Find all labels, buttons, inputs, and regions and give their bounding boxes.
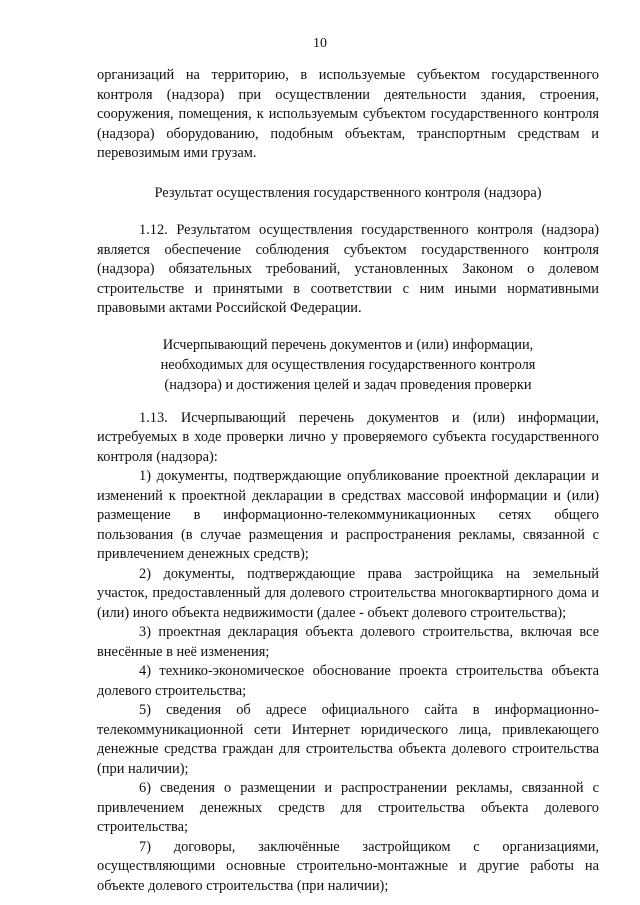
list-item: 7) договоры, заключённые застройщиком с организациями, осуществляющими основные строительно-монтажные и другие работы на объекте долевого строительства (при наличии); bbox=[97, 838, 599, 894]
heading-line: Исчерпывающий перечень документов и (или) информации, bbox=[162, 336, 534, 353]
list-item: 3) проектная декларация объекта долевого строительства, включая все внесённые в неё изменения; bbox=[97, 624, 599, 660]
page-number: 10 bbox=[313, 36, 327, 51]
paragraph-1-12: 1.12. Результатом осуществления государственного контроля (надзора) является обеспечение соблюдения субъектом государственного контроля (надзора) обязательных требований, установленных Законом о долевом строительстве и принятыми в соответствии с ним иными нормативными правовыми актами Российской Федерации. bbox=[97, 222, 599, 316]
section-heading-result: Результат осуществления государственного контроля (надзора) bbox=[154, 184, 542, 201]
list-item: 2) документы, подтверждающие права застройщика на земельный участок, предоставленный для долевого строительства многоквартирного дома и (или) иного объекта недвижимости (далее - объект долевого строительства); bbox=[97, 565, 599, 621]
heading-line: (надзора) и достижения целей и задач проведения проверки bbox=[164, 376, 532, 393]
page-content bbox=[97, 66, 599, 896]
list-item: 1) документы, подтверждающие опубликование проектной декларации и изменений к проектной декларации в средствах массовой информации и (или) размещение в информационно-телекоммуникационных сетях общего пользования (в случае размещения и распространения рекламы, связанной с привлечением денежных средств); bbox=[97, 468, 599, 562]
heading-line: необходимых для осуществления государственного контроля bbox=[160, 356, 536, 373]
list-item: 6) сведения о размещении и распространении рекламы, связанной с привлечением денежных средств для строительства объекта долевого строительства; bbox=[97, 780, 599, 835]
section-heading-documents bbox=[97, 335, 599, 395]
paragraph-1-13: 1.13. Исчерпывающий перечень документов и (или) информации, истребуемых в ходе проверки лично у проверяемого субъекта государственного контроля (надзора): bbox=[97, 409, 599, 465]
intro-paragraph: организаций на территорию, в используемые субъектом государственного контроля (надзора) при осуществлении деятельности здания, строения, сооружения, помещения, к используемым субъектом государственного контроля (надзора) оборудованию, подобным объектам, транспортным средствам и перевозимым ими грузам. bbox=[97, 67, 599, 161]
list-item: 5) сведения об адресе официального сайта в информационно-телекоммуникационной сети Интернет юридического лица, привлекающего денежные средства граждан для строительства объекта долевого строительства (при наличии); bbox=[97, 702, 599, 777]
list-item: 4) технико-экономическое обоснование проекта строительства объекта долевого строительства; bbox=[97, 663, 599, 699]
